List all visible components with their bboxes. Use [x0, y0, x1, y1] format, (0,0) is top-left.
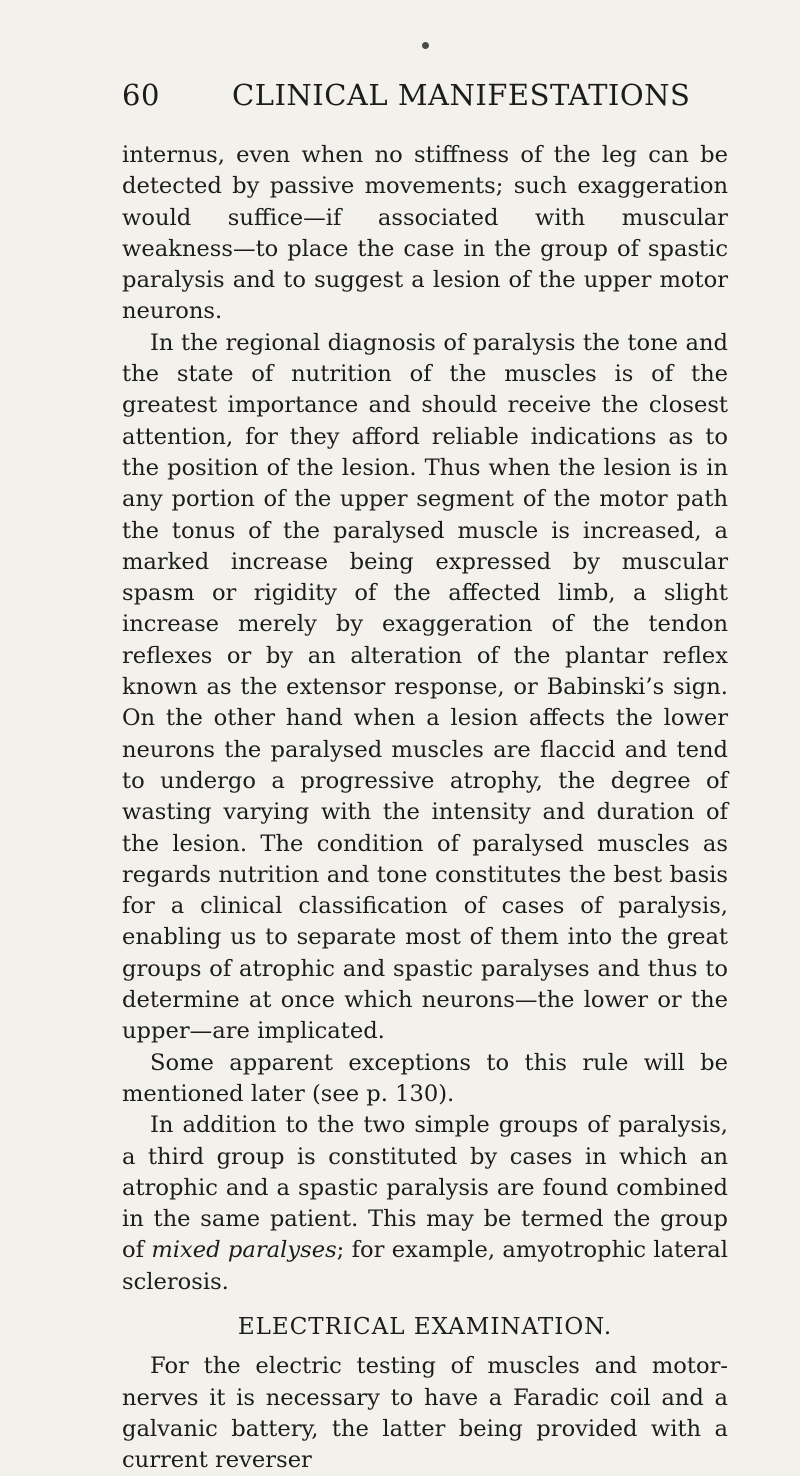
mixed-text-end: ; for example, amyotrophic lateral sclerosis.: [122, 1237, 728, 1295]
page-header: [122, 78, 742, 112]
mixed-text-start: In addition to the two simple groups of paralysis, a third group is constituted by cases in which an atrophic and a spastic paralysis are found combined in the same patient. This may be termed the group of: [122, 1112, 728, 1264]
mixed-paralyses-term: mixed paralyses: [151, 1237, 337, 1264]
section-heading: ELECTRICAL EXAMINATION.: [237, 1313, 613, 1340]
paragraph-mixed-paralyses: [122, 1110, 728, 1298]
ink-mark: [422, 42, 429, 49]
page-body: [122, 140, 728, 1476]
paragraph-continued: internus, even when no stiffness of the leg can be detected by passive movements; such exaggeration would suffice—if associated with muscular weakness—to place the case in the group of spastic paralysis and to suggest a lesion of the upper motor neurons.: [122, 142, 728, 325]
paragraph-electric-testing: For the electric testing of muscles and motor-nerves it is necessary to have a Faradic coil and a galvanic battery, the latter being provided with a current reverser: [122, 1353, 728, 1474]
running-title: CLINICAL MANIFESTATIONS: [232, 78, 691, 112]
page-number: 60: [122, 78, 160, 112]
paragraph-exceptions: Some apparent exceptions to this rule will be mentioned later (see p. 130).: [122, 1049, 728, 1107]
paragraph-regional-diagnosis: In the regional diagnosis of paralysis the tone and the state of nutrition of the muscles is of the greatest importance and should receive the closest attention, for they afford reliable indications as to the position of the lesion. Thus when the lesion is in any portion of the upper segment of the motor path the tonus of the paralysed muscle is increased, a marked increase being expressed by muscular spasm or rigidity of the affected limb, a slight increase merely by exaggeration of the tendon reflexes or by an alteration of the plantar reflex known as the extensor response, or Babinski’s sign. On the other hand when a lesion affects the lower neurons the paralysed muscles are flaccid and tend to undergo a progressive atrophy, the degree of wasting varying with the intensity and duration of the lesion. The condition of paralysed muscles as regards nutrition and tone constitutes the best basis for a clinical classification of cases of paralysis, enabling us to separate most of them into the great groups of atrophic and spastic paralyses and thus to determine at once which neurons—the lower or the upper—are implicated.: [122, 329, 728, 1045]
